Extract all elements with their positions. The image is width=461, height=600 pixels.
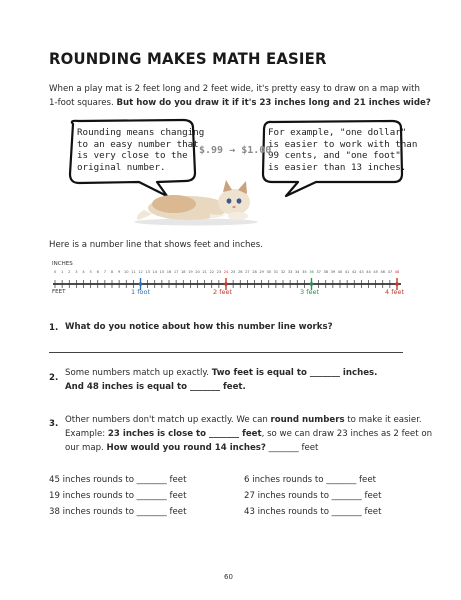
inch-tick-label: 13 [145,270,150,274]
inch-tick-label: 30 [266,270,272,274]
intro-paragraph [49,82,429,110]
question-3-number: 3. [49,419,59,429]
exercise-item: 38 inches rounds to _______ feet [49,507,187,517]
inch-tick-label: 24 [223,270,229,274]
inch-tick-label: 5 [89,270,92,274]
question-2-text [65,366,377,394]
inch-tick-label: 48 [394,270,400,274]
inch-tick-label: 4 [82,270,85,274]
inch-tick-label: 23 [216,270,222,274]
speech-bubble-right-text [268,127,417,173]
inch-tick-label: 31 [273,270,279,274]
inch-tick-label: 16 [166,270,172,274]
bubble-right-line: 99 cents, and "one foot" [268,150,401,161]
inch-tick-label: 32 [280,270,286,274]
question-2-number: 2. [49,373,59,383]
bubble-left-line: Rounding means changing [77,127,205,138]
inch-tick-label: 1 [60,270,64,274]
foot-mark-4: 4 feet [385,288,405,296]
inch-tick-label: 46 [380,270,386,274]
inch-tick-label: 15 [159,270,165,274]
q3-text: our map. [65,443,107,453]
question-2-line-1 [65,366,377,380]
inch-tick-label: 35 [302,270,307,274]
inch-tick-label: 22 [209,270,215,274]
q2-bold: Two feet is equal to _______ inches [211,368,375,378]
q3-bold: How would you round 14 inches? [106,443,266,453]
q2-period-2: . [242,382,246,392]
money-to: $1.00 [241,145,272,156]
question-3-text [65,413,432,455]
intro-question: But how do you draw it if it's 23 inches long and 21 inches wide? [116,98,431,108]
inch-tick-label: 47 [387,270,393,274]
inch-tick-label: 37 [316,270,321,274]
inch-tick-label: 12 [138,270,143,274]
inches-label: INCHES [52,261,73,267]
inch-tick-label: 38 [323,270,329,274]
foot-marker [395,282,399,286]
inch-tick-label: 26 [237,270,243,274]
numberline-intro: Here is a number line that shows feet and inches. [49,240,263,250]
exercise-item: 6 inches rounds to _______ feet [244,475,376,485]
inch-tick-label: 29 [259,270,264,274]
inch-tick-label: 27 [245,270,250,274]
kitten-illustration [126,180,266,226]
question-3-line-1 [65,413,432,427]
foot-marker [310,282,314,286]
inch-tick-label: 45 [373,270,378,274]
q3-bold: round numbers [270,415,345,425]
q2-bold-2: And 48 inches is equal to _______ feet [65,382,243,392]
bubble-left-line: original number. [77,161,166,173]
money-from: $.99 [199,145,224,156]
inch-tick-label: 6 [96,270,99,274]
q2-period: . [374,368,378,378]
foot-mark-1: 1 foot [131,288,150,296]
q3-text: , so we can draw 23 inches as 2 feet on [261,429,433,439]
inch-tick-label: 36 [309,270,314,274]
inch-tick-label: 40 [337,270,343,274]
inch-tick-label: 25 [230,270,236,274]
inch-tick-label: 19 [188,270,193,274]
inch-tick-label: 10 [123,270,129,274]
inch-tick-label: 21 [202,270,207,274]
arrow-right-icon: → [229,145,236,156]
page-number: 60 [224,573,233,581]
q3-text: to make it easier. [344,415,422,425]
question-1-text: What do you notice about how this number line works? [65,322,333,332]
inch-tick-label: 41 [344,270,350,274]
bubble-right-line: is easier to work with than [268,138,418,150]
inch-tick-label: 3 [75,270,78,274]
intro-line-2 [49,96,429,110]
inch-tick-label: 2 [68,270,71,274]
bubble-left-line: is very close to the [77,150,188,161]
inch-tick-label: 11 [131,270,136,274]
inch-tick-label: 20 [195,270,200,274]
inch-tick-label: 7 [103,270,107,274]
question-1-number: 1. [49,323,59,333]
q3-bold: 23 inches is close to _______ feet [107,429,262,439]
q3-text: Example: [65,429,108,439]
feet-label: FEET [52,289,66,295]
q3-text: Other numbers don't match up exactly. We can [65,415,271,425]
inch-tick-label: 9 [117,270,121,274]
inch-tick-label: 0 [53,270,57,274]
inch-tick-label: 14 [152,270,158,274]
bubble-right-line: is easier than 13 inches. [268,161,407,173]
inch-tick-label: 33 [287,270,293,274]
answer-line[interactable] [49,352,403,353]
q2-plain: Some numbers match up exactly. [65,368,212,378]
money-example [199,145,271,156]
inch-tick-label: 43 [359,270,364,274]
intro-line-1: When a play mat is 2 feet long and 2 feet wide, it's pretty easy to draw on a map with [49,84,420,94]
exercise-item: 19 inches rounds to _______ feet [49,491,187,501]
question-3-line-2 [65,427,432,441]
inch-tick-label: 42 [351,270,357,274]
inch-tick-label: 44 [366,270,371,274]
q3-text: _______ feet [265,443,319,453]
bubble-left-line: to an easy number that [77,138,199,150]
question-3-line-3 [65,441,432,455]
foot-marker [139,282,143,286]
exercise-item: 45 inches rounds to _______ feet [49,475,187,485]
page-title: ROUNDING MAKES MATH EASIER [49,49,327,68]
foot-mark-2: 2 feet [213,288,233,296]
inch-tick-label: 17 [173,270,179,274]
bubble-right-line: For example, "one dollar" [268,127,407,138]
inch-tick-label: 18 [180,270,186,274]
speech-bubble-left-text [77,127,204,173]
inch-tick-label: 34 [294,270,300,274]
foot-marker [224,282,228,286]
intro-line-2-text: 1-foot squares. [49,98,117,108]
exercise-item: 27 inches rounds to _______ feet [244,491,382,501]
inch-tick-label: 39 [330,270,336,274]
inch-tick-label: 8 [110,270,114,274]
number-line [49,260,411,300]
exercise-item: 43 inches rounds to _______ feet [244,507,382,517]
foot-mark-3: 3 feet [300,288,320,296]
question-2-line-2 [65,380,377,394]
inch-tick-label: 28 [252,270,257,274]
